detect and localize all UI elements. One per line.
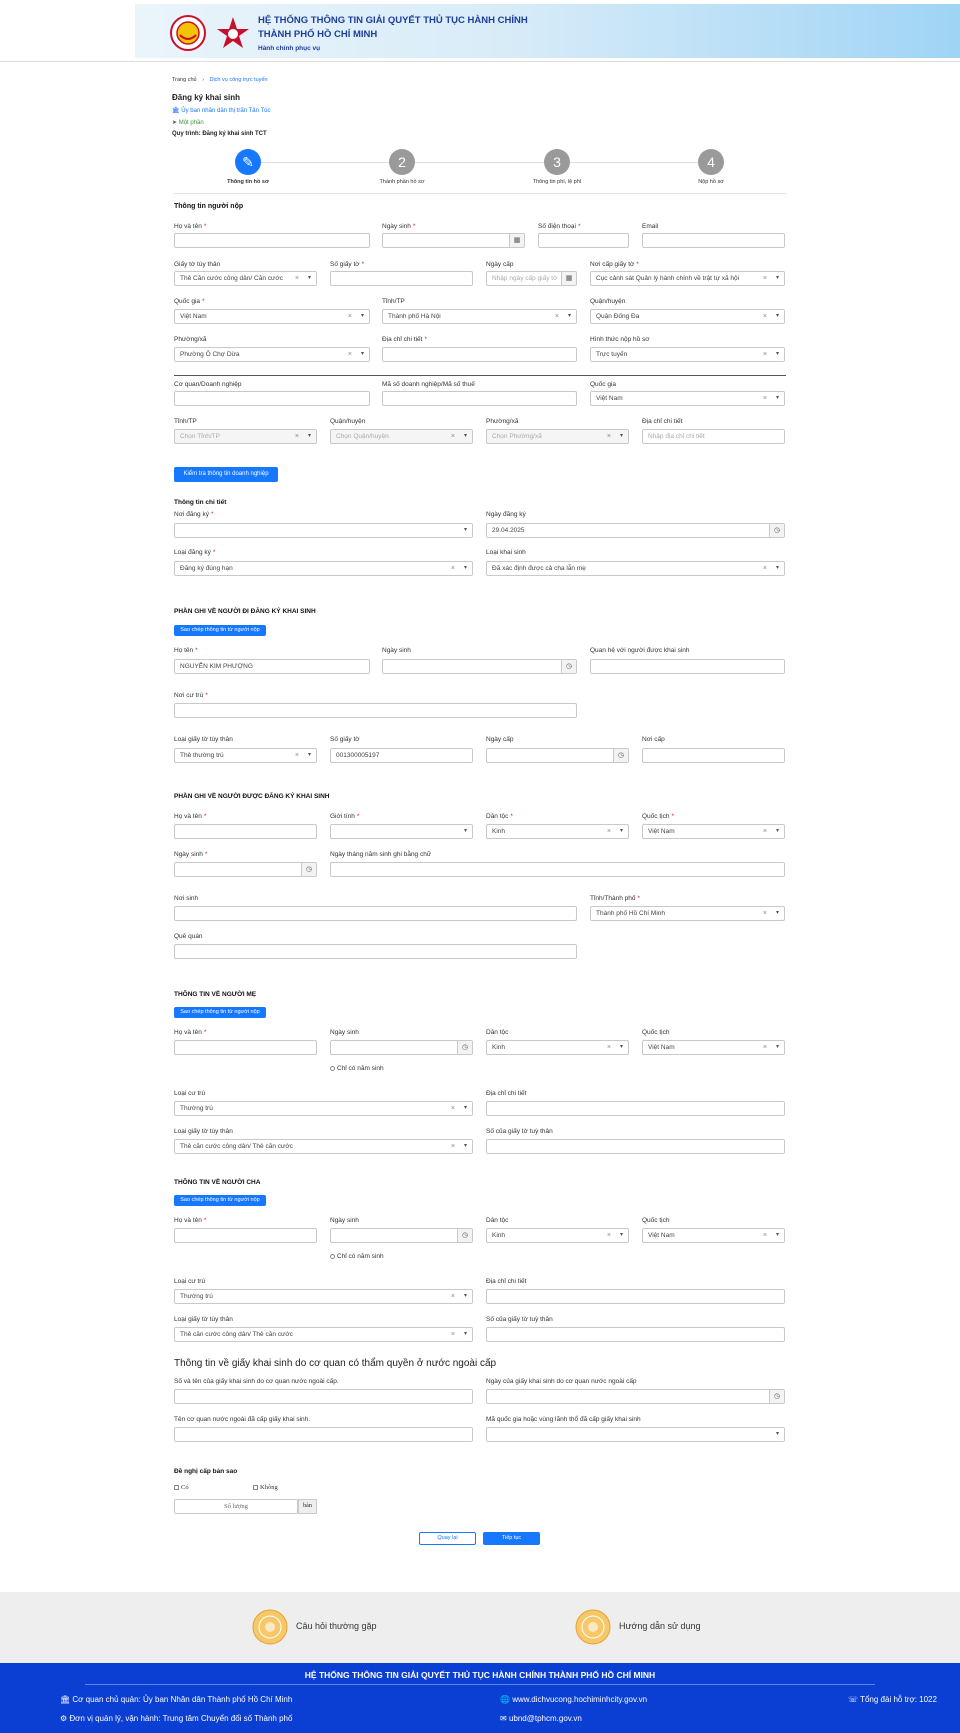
clear-icon[interactable]: × (762, 1232, 767, 1239)
mother-copy-button[interactable]: Sao chép thông tin từ người nộp (174, 1007, 266, 1018)
father-nationality-label: Quốc tịch (642, 1217, 670, 1224)
copy-no-option[interactable]: Không (253, 1484, 278, 1491)
clock-icon[interactable]: ◷ (561, 660, 576, 673)
guide-link[interactable]: Hướng dẫn sử dụng (619, 1621, 701, 1631)
reg-place-label: Nơi đăng ký * (174, 511, 214, 518)
clock-icon[interactable]: ◷ (457, 1041, 472, 1054)
registrant-idno-input[interactable]: 001300005197 (330, 748, 473, 763)
child-section-title: PHẦN GHI VỀ NGƯỜI ĐƯỢC ĐĂNG KÝ KHAI SINH (174, 793, 330, 800)
agency-line (172, 107, 270, 114)
reg-date-label: Ngày đăng ký (486, 511, 526, 518)
clock-icon[interactable]: ◷ (769, 524, 784, 537)
business-district-select[interactable]: Chọn Quận/huyện × ▾ (330, 429, 473, 444)
business-country-select[interactable]: Việt Nam × ▾ (590, 391, 785, 406)
applicant-name-input[interactable] (174, 233, 370, 248)
mother-idtype-label: Loại giấy tờ tùy thân (174, 1128, 233, 1135)
next-button[interactable]: Tiếp tục (483, 1532, 540, 1545)
footer-hotline[interactable]: ☏ Tổng đài hỗ trợ: 1022 (848, 1695, 937, 1704)
header-title-line1: HỆ THỐNG THÔNG TIN GIẢI QUYẾT THỦ TỤC HÀNH CHÍNH (258, 15, 528, 26)
applicant-province-label: Tỉnh/TP (382, 298, 405, 305)
child-ethnic-select[interactable]: Kinh × ▾ (486, 824, 629, 839)
reg-type-label: Loại đăng ký * (174, 549, 216, 556)
star-logo-icon (215, 15, 251, 51)
mother-ethnic-select[interactable]: Kinh × ▾ (486, 1040, 629, 1055)
registrant-idno-label: Số giấy tờ (330, 736, 360, 743)
chevron-down-icon: ▾ (463, 1331, 467, 1337)
step-2-label: Thành phần hồ sơ (379, 179, 425, 185)
business-address-label: Địa chỉ chi tiết (642, 418, 683, 425)
business-address-input[interactable]: Nhập địa chỉ chi tiết (642, 429, 785, 444)
org-input[interactable] (174, 391, 370, 406)
registrant-name-input[interactable]: NGUYỄN KIM PHƯỢNG (174, 659, 370, 674)
guide-emblem-icon[interactable] (575, 1609, 611, 1645)
step-3-label: Thông tin phí, lệ phí (532, 179, 582, 185)
clear-icon[interactable]: × (762, 565, 767, 572)
copy-qty-input[interactable]: Số lượng (174, 1499, 298, 1514)
globe-icon: 🌐 (500, 1695, 513, 1704)
calendar-icon[interactable]: ▦ (561, 272, 576, 285)
clear-icon[interactable]: × (606, 1044, 611, 1051)
chevron-down-icon: ▾ (775, 313, 779, 319)
child-hometown-label: Quê quán (174, 933, 203, 940)
registrant-dob-label: Ngày sinh (382, 647, 411, 654)
clock-icon[interactable]: ◷ (301, 863, 316, 876)
clear-icon[interactable]: × (347, 351, 352, 358)
copy-yes-option[interactable]: Có (174, 1484, 189, 1491)
child-nationality-label: Quốc tịch * (642, 813, 674, 820)
mother-name-label: Họ và tên * (174, 1029, 207, 1036)
registrant-section-title: PHẦN GHI VỀ NGƯỜI ĐI ĐĂNG KÝ KHAI SINH (174, 608, 316, 615)
foreign-cert-date-input[interactable] (486, 1389, 785, 1404)
registrant-residence-label: Nơi cư trú * (174, 692, 208, 699)
mother-address-label: Địa chỉ chi tiết (486, 1090, 527, 1097)
org-label: Cơ quan/Doanh nghiệp (174, 381, 242, 388)
birth-type-select[interactable]: Đã xác định được cả cha lẫn mẹ × ▾ (486, 561, 785, 576)
clear-icon[interactable]: × (294, 752, 299, 759)
foreign-section-title: Thông tin về giấy khai sinh do cơ quan có thẩm quyền ở nước ngoài cấp (174, 1358, 497, 1369)
breadcrumb (172, 77, 268, 83)
chevron-down-icon: ▾ (619, 1044, 623, 1050)
child-gender-select[interactable] (330, 824, 473, 839)
chevron-down-icon: ▾ (619, 433, 623, 439)
clear-icon[interactable]: × (762, 275, 767, 282)
child-name-input[interactable] (174, 824, 317, 839)
clear-icon[interactable]: × (450, 433, 455, 440)
reg-type-select[interactable]: Đăng ký đúng hạn × ▾ (174, 561, 473, 576)
clear-icon[interactable]: × (294, 275, 299, 282)
mother-dob-label: Ngày sinh (330, 1029, 359, 1036)
child-birthplace-label: Nơi sinh (174, 895, 199, 902)
chevron-down-icon: ▾ (463, 828, 467, 834)
step-3-icon[interactable]: 3 (544, 149, 570, 175)
business-ward-label: Phường/xã (486, 418, 519, 425)
faq-link[interactable]: Câu hỏi thường gặp (296, 1621, 377, 1631)
father-nationality-select[interactable]: Việt Nam × ▾ (642, 1228, 785, 1243)
applicant-province-select[interactable]: Thành phố Hà Nội × ▾ (382, 309, 577, 324)
registrant-relation-input[interactable] (590, 659, 785, 674)
father-res-type-label: Loại cư trú (174, 1278, 206, 1285)
applicant-name-label: Họ và tên * (174, 223, 207, 230)
mother-res-type-label: Loại cư trú (174, 1090, 206, 1097)
level-icon: ➤ (172, 120, 178, 126)
applicant-dob-input[interactable] (382, 233, 525, 248)
child-name-label: Họ và tên * (174, 813, 207, 820)
clear-icon[interactable]: × (294, 433, 299, 440)
step-2-icon[interactable]: 2 (389, 149, 415, 175)
footer-title: HỆ THỐNG THÔNG TIN GIẢI QUYẾT THỦ TỤC HÀNH CHÍNH THÀNH PHỐ HỒ CHÍ MINH (304, 1670, 656, 1680)
checkbox-icon[interactable] (253, 1485, 258, 1490)
mother-year-only[interactable]: Chỉ có năm sinh (330, 1065, 384, 1072)
breadcrumb-home[interactable]: Trang chủ (172, 77, 197, 83)
clear-icon[interactable]: × (762, 351, 767, 358)
breadcrumb-separator: › (202, 77, 204, 83)
registrant-relation-label: Quan hệ với người được khai sinh (590, 647, 690, 654)
registrant-copy-button[interactable]: Sao chép thông tin từ người nộp (174, 625, 266, 636)
calendar-icon[interactable]: ▦ (509, 234, 524, 247)
foreign-agency-label: Tên cơ quan nước ngoài đã cấp giấy khai sinh. (174, 1416, 311, 1423)
applicant-district-select[interactable]: Quận Đống Đa × ▾ (590, 309, 785, 324)
father-copy-button[interactable]: Sao chép thông tin từ người nộp (174, 1195, 266, 1206)
clear-icon[interactable]: × (762, 395, 767, 402)
registrant-residence-input[interactable] (174, 703, 577, 718)
chevron-down-icon: ▾ (775, 910, 779, 916)
chevron-down-icon: ▾ (463, 1105, 467, 1111)
agency-name: Ủy ban nhân dân thị trấn Tân Túc (181, 108, 271, 114)
clear-icon[interactable]: × (450, 565, 455, 572)
step-1-label: Thông tin hồ sơ (227, 179, 269, 185)
mother-nationality-label: Quốc tịch (642, 1029, 670, 1036)
father-idno-input[interactable] (486, 1327, 785, 1342)
clear-icon[interactable]: × (554, 313, 559, 320)
applicant-ward-label: Phường/xã (174, 336, 207, 343)
header-subtitle: Hành chính phục vụ (258, 45, 321, 52)
mother-dob-input[interactable] (330, 1040, 473, 1055)
applicant-phone-label: Số điện thoại * (538, 223, 581, 230)
applicant-country-select[interactable]: Việt Nam × ▾ (174, 309, 370, 324)
applicant-idtype-label: Giấy tờ tùy thân (174, 261, 221, 268)
stepper-line (248, 162, 712, 163)
mother-nationality-select[interactable]: Việt Nam × ▾ (642, 1040, 785, 1055)
chevron-down-icon: ▾ (619, 828, 623, 834)
applicant-issue-place-label: Nơi cấp giấy tờ * (590, 261, 639, 268)
foreign-cert-date-label: Ngày của giấy khai sinh do cơ quan nước ngoài cấp (486, 1378, 637, 1385)
applicant-district-label: Quận/huyện (590, 298, 626, 305)
applicant-idtype-select[interactable]: Thẻ Căn cước công dân/ Căn cước × ▾ (174, 271, 317, 286)
reg-date-input[interactable]: 29.04.2025 ◷ (486, 523, 785, 538)
chevron-down-icon: ▾ (775, 1431, 779, 1437)
building-icon: 🏛 (60, 1695, 73, 1704)
step-1-icon[interactable]: ✎ (235, 149, 261, 175)
tax-label: Mã số doanh nghiệp/Mã số thuế (382, 381, 475, 388)
applicant-ward-select[interactable]: Phường Ô Chợ Dừa × ▾ (174, 347, 370, 362)
clear-icon[interactable]: × (347, 313, 352, 320)
applicant-address-input[interactable] (382, 347, 577, 362)
clear-icon[interactable]: × (762, 828, 767, 835)
clear-icon[interactable]: × (606, 433, 611, 440)
chevron-down-icon: ▾ (463, 565, 467, 571)
radio-icon[interactable] (330, 1066, 335, 1071)
foreign-cert-no-input[interactable] (174, 1389, 473, 1404)
registrant-issue-date-label: Ngày cấp (486, 736, 514, 743)
father-ethnic-label: Dân tộc (486, 1217, 509, 1224)
clear-icon[interactable]: × (450, 1331, 455, 1338)
foreign-country-code-select[interactable] (486, 1427, 785, 1442)
chevron-down-icon: ▾ (619, 1232, 623, 1238)
registrant-issue-place-label: Nơi cấp (642, 736, 665, 743)
footer-website[interactable]: 🌐 www.dichvucong.hochiminhcity.gov.vn (500, 1695, 648, 1704)
step-4-label: Nộp hồ sơ (698, 179, 724, 185)
father-name-label: Họ và tên * (174, 1217, 207, 1224)
child-province-select[interactable]: Thành phố Hồ Chí Minh × ▾ (590, 906, 785, 921)
child-dob-text-input[interactable] (330, 862, 785, 877)
header-title-line2: THÀNH PHỐ HỒ CHÍ MINH (258, 29, 378, 40)
chevron-down-icon: ▾ (775, 565, 779, 571)
chevron-down-icon: ▾ (775, 828, 779, 834)
chevron-down-icon: ▾ (307, 275, 311, 281)
process-name: Quy trình: Đăng ký khai sinh TCT (172, 131, 267, 137)
service-level (172, 119, 204, 126)
foreign-agency-input[interactable] (174, 1427, 473, 1442)
applicant-dob-label: Ngày sinh * (382, 223, 416, 230)
footer-email[interactable]: ✉ ubnd@tphcm.gov.vn (500, 1714, 582, 1723)
chevron-down-icon: ▾ (775, 395, 779, 401)
father-idno-label: Số của giấy tờ tuỳ thân (486, 1316, 553, 1323)
submit-mode-select[interactable]: Trực tuyến × ▾ (590, 347, 785, 362)
business-district-label: Quận/huyện (330, 418, 366, 425)
detail-section-title: Thông tin chi tiết (174, 499, 227, 506)
registrant-idtype-label: Loại giấy tờ tùy thân (174, 736, 233, 743)
registrant-issue-date-input[interactable] (486, 748, 629, 763)
child-dob-label: Ngày sinh * (174, 851, 208, 858)
checkbox-icon[interactable] (174, 1485, 179, 1490)
applicant-idno-label: Số giấy tờ * (330, 261, 365, 268)
mother-idno-label: Số của giấy tờ tuỳ thân (486, 1128, 553, 1135)
submit-mode-label: Hình thức nộp hồ sơ (590, 336, 650, 343)
father-section-title: THÔNG TIN VỀ NGƯỜI CHA (174, 1179, 261, 1186)
chevron-down-icon: ▾ (775, 275, 779, 281)
step-4-icon[interactable]: 4 (698, 149, 724, 175)
chevron-down-icon: ▾ (775, 1232, 779, 1238)
mother-section-title: THÔNG TIN VỀ NGƯỜI MẸ (174, 991, 257, 998)
business-ward-select[interactable]: Chọn Phường/xã × ▾ (486, 429, 629, 444)
business-province-label: Tỉnh/TP (174, 418, 197, 425)
chevron-down-icon: ▾ (775, 1044, 779, 1050)
chevron-down-icon: ▾ (463, 527, 467, 533)
child-dob-text-label: Ngày tháng năm sinh ghi bằng chữ (330, 851, 432, 858)
faq-emblem-icon[interactable] (252, 1609, 288, 1645)
child-province-label: Tỉnh/Thành phố * (590, 895, 641, 902)
check-business-button[interactable]: Kiểm tra thông tin doanh nghiệp (174, 467, 278, 482)
clock-icon[interactable]: ◷ (613, 749, 628, 762)
father-dob-input[interactable] (330, 1228, 473, 1243)
gear-icon: ⚙ (60, 1714, 70, 1723)
child-gender-label: Giới tính * (330, 813, 360, 820)
business-country-label: Quốc gia (590, 381, 617, 388)
clock-icon[interactable]: ◷ (457, 1229, 472, 1242)
site-header (0, 0, 960, 62)
child-birthplace-input[interactable] (174, 906, 577, 921)
chevron-down-icon: ▾ (463, 1293, 467, 1299)
building-icon: 🏛 (172, 108, 180, 114)
father-ethnic-select[interactable]: Kinh × ▾ (486, 1228, 629, 1243)
registrant-issue-place-input[interactable] (642, 748, 785, 763)
father-year-only[interactable]: Chỉ có năm sinh (330, 1253, 384, 1260)
birth-type-label: Loại khai sinh (486, 549, 526, 556)
applicant-issue-date-input[interactable]: Nhập ngày cấp giấy tờ ▦ (486, 271, 577, 286)
child-hometown-input[interactable] (174, 944, 577, 959)
mother-address-input[interactable] (486, 1101, 785, 1116)
links-band (0, 1592, 960, 1663)
foreign-country-code-label: Mã quốc gia hoặc vùng lãnh thổ đã cấp giấy khai sinh (486, 1416, 641, 1423)
applicant-phone-input[interactable] (538, 233, 629, 248)
clear-icon[interactable]: × (762, 910, 767, 917)
registrant-dob-input[interactable] (382, 659, 577, 674)
reg-place-select[interactable] (174, 523, 473, 538)
applicant-email-input[interactable] (642, 233, 785, 248)
child-dob-input[interactable] (174, 862, 317, 877)
applicant-issue-date-label: Ngày cấp (486, 261, 514, 268)
father-dob-label: Ngày sinh (330, 1217, 359, 1224)
applicant-issue-place-select[interactable]: Cục cảnh sát Quản lý hành chính về trật tự xã hội × ▾ (590, 271, 785, 286)
footer-divider (85, 1684, 875, 1685)
registrant-name-label: Họ tên * (174, 647, 198, 654)
father-idtype-label: Loại giấy tờ tùy thân (174, 1316, 233, 1323)
applicant-country-label: Quốc gia * (174, 298, 205, 305)
clear-icon[interactable]: × (450, 1105, 455, 1112)
clear-icon[interactable]: × (606, 1232, 611, 1239)
back-button[interactable]: Quay lại (419, 1532, 476, 1545)
mother-idno-input[interactable] (486, 1139, 785, 1154)
applicant-section-title: Thông tin người nộp (174, 203, 244, 210)
phone-icon: ☏ (848, 1695, 861, 1704)
chevron-down-icon: ▾ (463, 1143, 467, 1149)
clear-icon[interactable]: × (762, 313, 767, 320)
chevron-down-icon: ▾ (360, 351, 364, 357)
page-title: Đăng ký khai sinh (172, 93, 241, 102)
foreign-cert-no-label: Số và tên của giấy khai sinh do cơ quan nước ngoài cấp. (174, 1378, 339, 1385)
clear-icon[interactable]: × (450, 1293, 455, 1300)
child-nationality-select[interactable]: Việt Nam × ▾ (642, 824, 785, 839)
applicant-email-label: Email (642, 223, 659, 230)
chevron-down-icon: ▾ (307, 433, 311, 439)
divider (174, 193, 786, 194)
mother-name-input[interactable] (174, 1040, 317, 1055)
child-ethnic-label: Dân tộc * (486, 813, 513, 820)
mother-ethnic-label: Dân tộc (486, 1029, 509, 1036)
chevron-down-icon: ▾ (775, 351, 779, 357)
chevron-down-icon: ▾ (463, 433, 467, 439)
mother-res-type-select[interactable]: Thường trú × ▾ (174, 1101, 473, 1116)
applicant-idno-input[interactable] (330, 271, 473, 286)
registrant-idtype-select[interactable]: Thẻ thường trú × ▾ (174, 748, 317, 763)
breadcrumb-current[interactable]: Dịch vụ công trực tuyến (209, 77, 268, 83)
father-res-type-select[interactable]: Thường trú × ▾ (174, 1289, 473, 1304)
divider (174, 375, 786, 376)
clear-icon[interactable]: × (450, 1143, 455, 1150)
level-text: Một phần (178, 120, 204, 126)
chevron-down-icon: ▾ (360, 313, 364, 319)
clock-icon[interactable]: ◷ (769, 1390, 784, 1403)
clear-icon[interactable]: × (606, 828, 611, 835)
footer-operator: ⚙ Đơn vị quản lý, vận hành: Trung tâm Chuyển đổi số Thành phố (60, 1714, 293, 1723)
mail-icon: ✉ (500, 1714, 509, 1723)
father-idtype-select[interactable]: Thẻ căn cước công dân/ Thẻ căn cước × ▾ (174, 1327, 473, 1342)
chevron-down-icon: ▾ (567, 313, 571, 319)
national-emblem-icon (170, 15, 206, 51)
father-address-label: Địa chỉ chi tiết (486, 1278, 527, 1285)
copy-unit: bản (298, 1499, 317, 1514)
applicant-address-label: Địa chỉ chi tiết * (382, 336, 427, 343)
radio-icon[interactable] (330, 1254, 335, 1259)
mother-idtype-select[interactable]: Thẻ căn cước công dân/ Thẻ căn cước × ▾ (174, 1139, 473, 1154)
business-province-select[interactable]: Chọn Tỉnh/TP × ▾ (174, 429, 317, 444)
copy-section-title: Đề nghị cấp bản sao (174, 1468, 238, 1475)
chevron-down-icon: ▾ (307, 752, 311, 758)
tax-input[interactable] (382, 391, 577, 406)
father-address-input[interactable] (486, 1289, 785, 1304)
father-name-input[interactable] (174, 1228, 317, 1243)
footer-owner: 🏛 Cơ quan chủ quản: Ủy ban Nhân dân Thành phố Hồ Chí Minh (60, 1695, 293, 1704)
clear-icon[interactable]: × (762, 1044, 767, 1051)
